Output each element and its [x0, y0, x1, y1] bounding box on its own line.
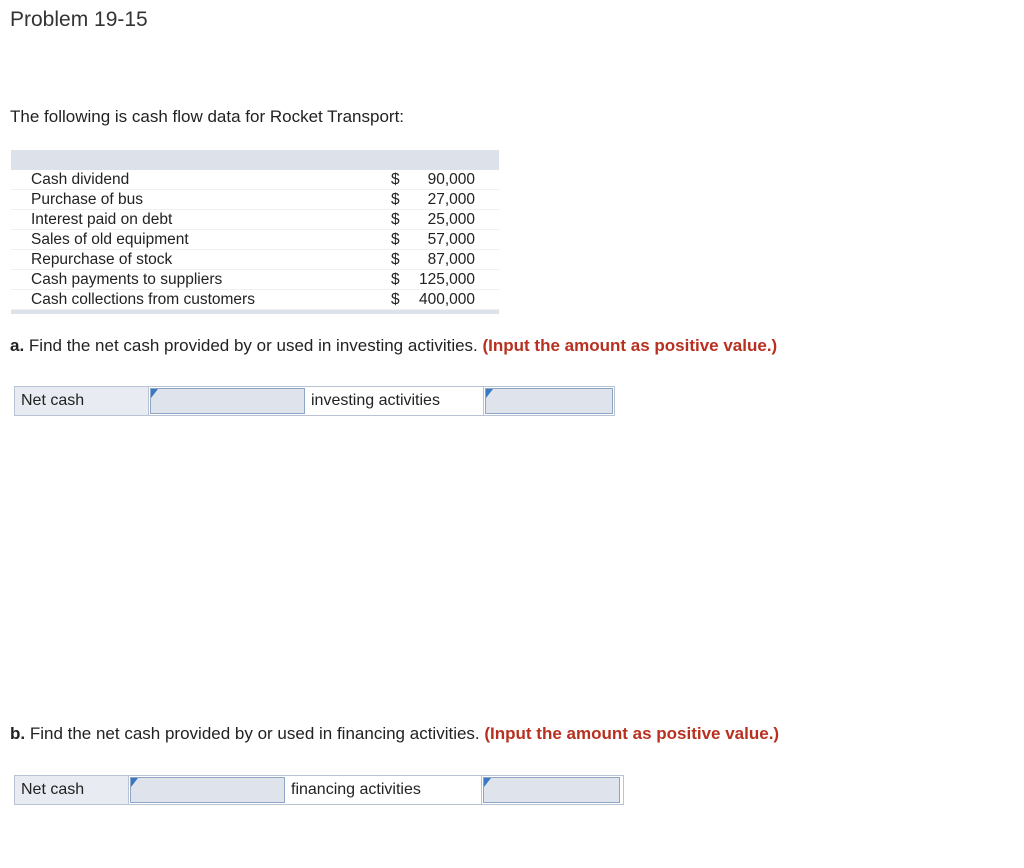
question-b-text: Find the net cash provided by or used in financing activities. — [25, 724, 485, 743]
intro-text: The following is cash flow data for Rocket Transport: — [10, 107, 405, 126]
row-amount: 400,000 — [418, 291, 475, 308]
question-a-text: Find the net cash provided by or used in investing activities. — [24, 336, 483, 355]
row-label: Sales of old equipment — [31, 231, 189, 248]
row-amount: 25,000 — [427, 211, 475, 228]
row-amount: 90,000 — [427, 171, 475, 188]
financing-amount-input[interactable] — [484, 778, 619, 802]
net-cash-label-a: Net cash — [15, 387, 149, 415]
row-currency: $ — [391, 251, 400, 268]
row-currency: $ — [391, 291, 400, 308]
question-b — [10, 724, 779, 744]
answer-row-b — [14, 775, 624, 805]
row-amount: 87,000 — [427, 251, 475, 268]
row-label: Cash dividend — [31, 171, 130, 188]
table-row — [11, 250, 499, 270]
cash-flow-table — [11, 150, 499, 314]
row-amount: 125,000 — [418, 271, 475, 288]
investing-direction-field[interactable] — [150, 388, 305, 414]
table-row — [11, 170, 499, 190]
question-a-prefix: a. — [10, 336, 25, 355]
investing-amount-input[interactable] — [486, 389, 612, 413]
row-currency: $ — [391, 231, 400, 248]
table-row — [11, 190, 499, 210]
row-currency: $ — [391, 191, 400, 208]
question-a-note: (Input the amount as positive value.) — [482, 336, 778, 355]
row-amount: 27,000 — [427, 191, 475, 208]
row-amount: 57,000 — [427, 231, 475, 248]
net-cash-label-b: Net cash — [15, 776, 129, 804]
investing-amount-field[interactable] — [485, 388, 613, 414]
table-row — [11, 290, 499, 310]
question-b-prefix: b. — [10, 724, 26, 743]
row-currency: $ — [391, 171, 400, 188]
row-currency: $ — [391, 211, 400, 228]
flag-icon — [151, 389, 158, 398]
financing-activities-label: financing activities — [286, 776, 482, 804]
question-b-note: (Input the amount as positive value.) — [484, 724, 780, 743]
row-label: Repurchase of stock — [31, 251, 173, 268]
investing-activities-label: investing activities — [306, 387, 484, 415]
row-label: Purchase of bus — [31, 191, 144, 208]
table-row — [11, 270, 499, 290]
financing-direction-input[interactable] — [131, 778, 284, 802]
flag-icon — [484, 778, 491, 787]
investing-direction-input[interactable] — [151, 389, 304, 413]
row-label: Interest paid on debt — [31, 211, 173, 228]
financing-amount-field[interactable] — [483, 777, 620, 803]
flag-icon — [131, 778, 138, 787]
question-a — [10, 336, 777, 356]
row-label: Cash collections from customers — [31, 291, 255, 308]
financing-direction-field[interactable] — [130, 777, 285, 803]
table-row — [11, 210, 499, 230]
answer-row-a — [14, 386, 615, 416]
flag-icon — [486, 389, 493, 398]
row-label: Cash payments to suppliers — [31, 271, 223, 288]
problem-title: Problem 19-15 — [10, 8, 148, 31]
table-row — [11, 230, 499, 250]
row-currency: $ — [391, 271, 400, 288]
